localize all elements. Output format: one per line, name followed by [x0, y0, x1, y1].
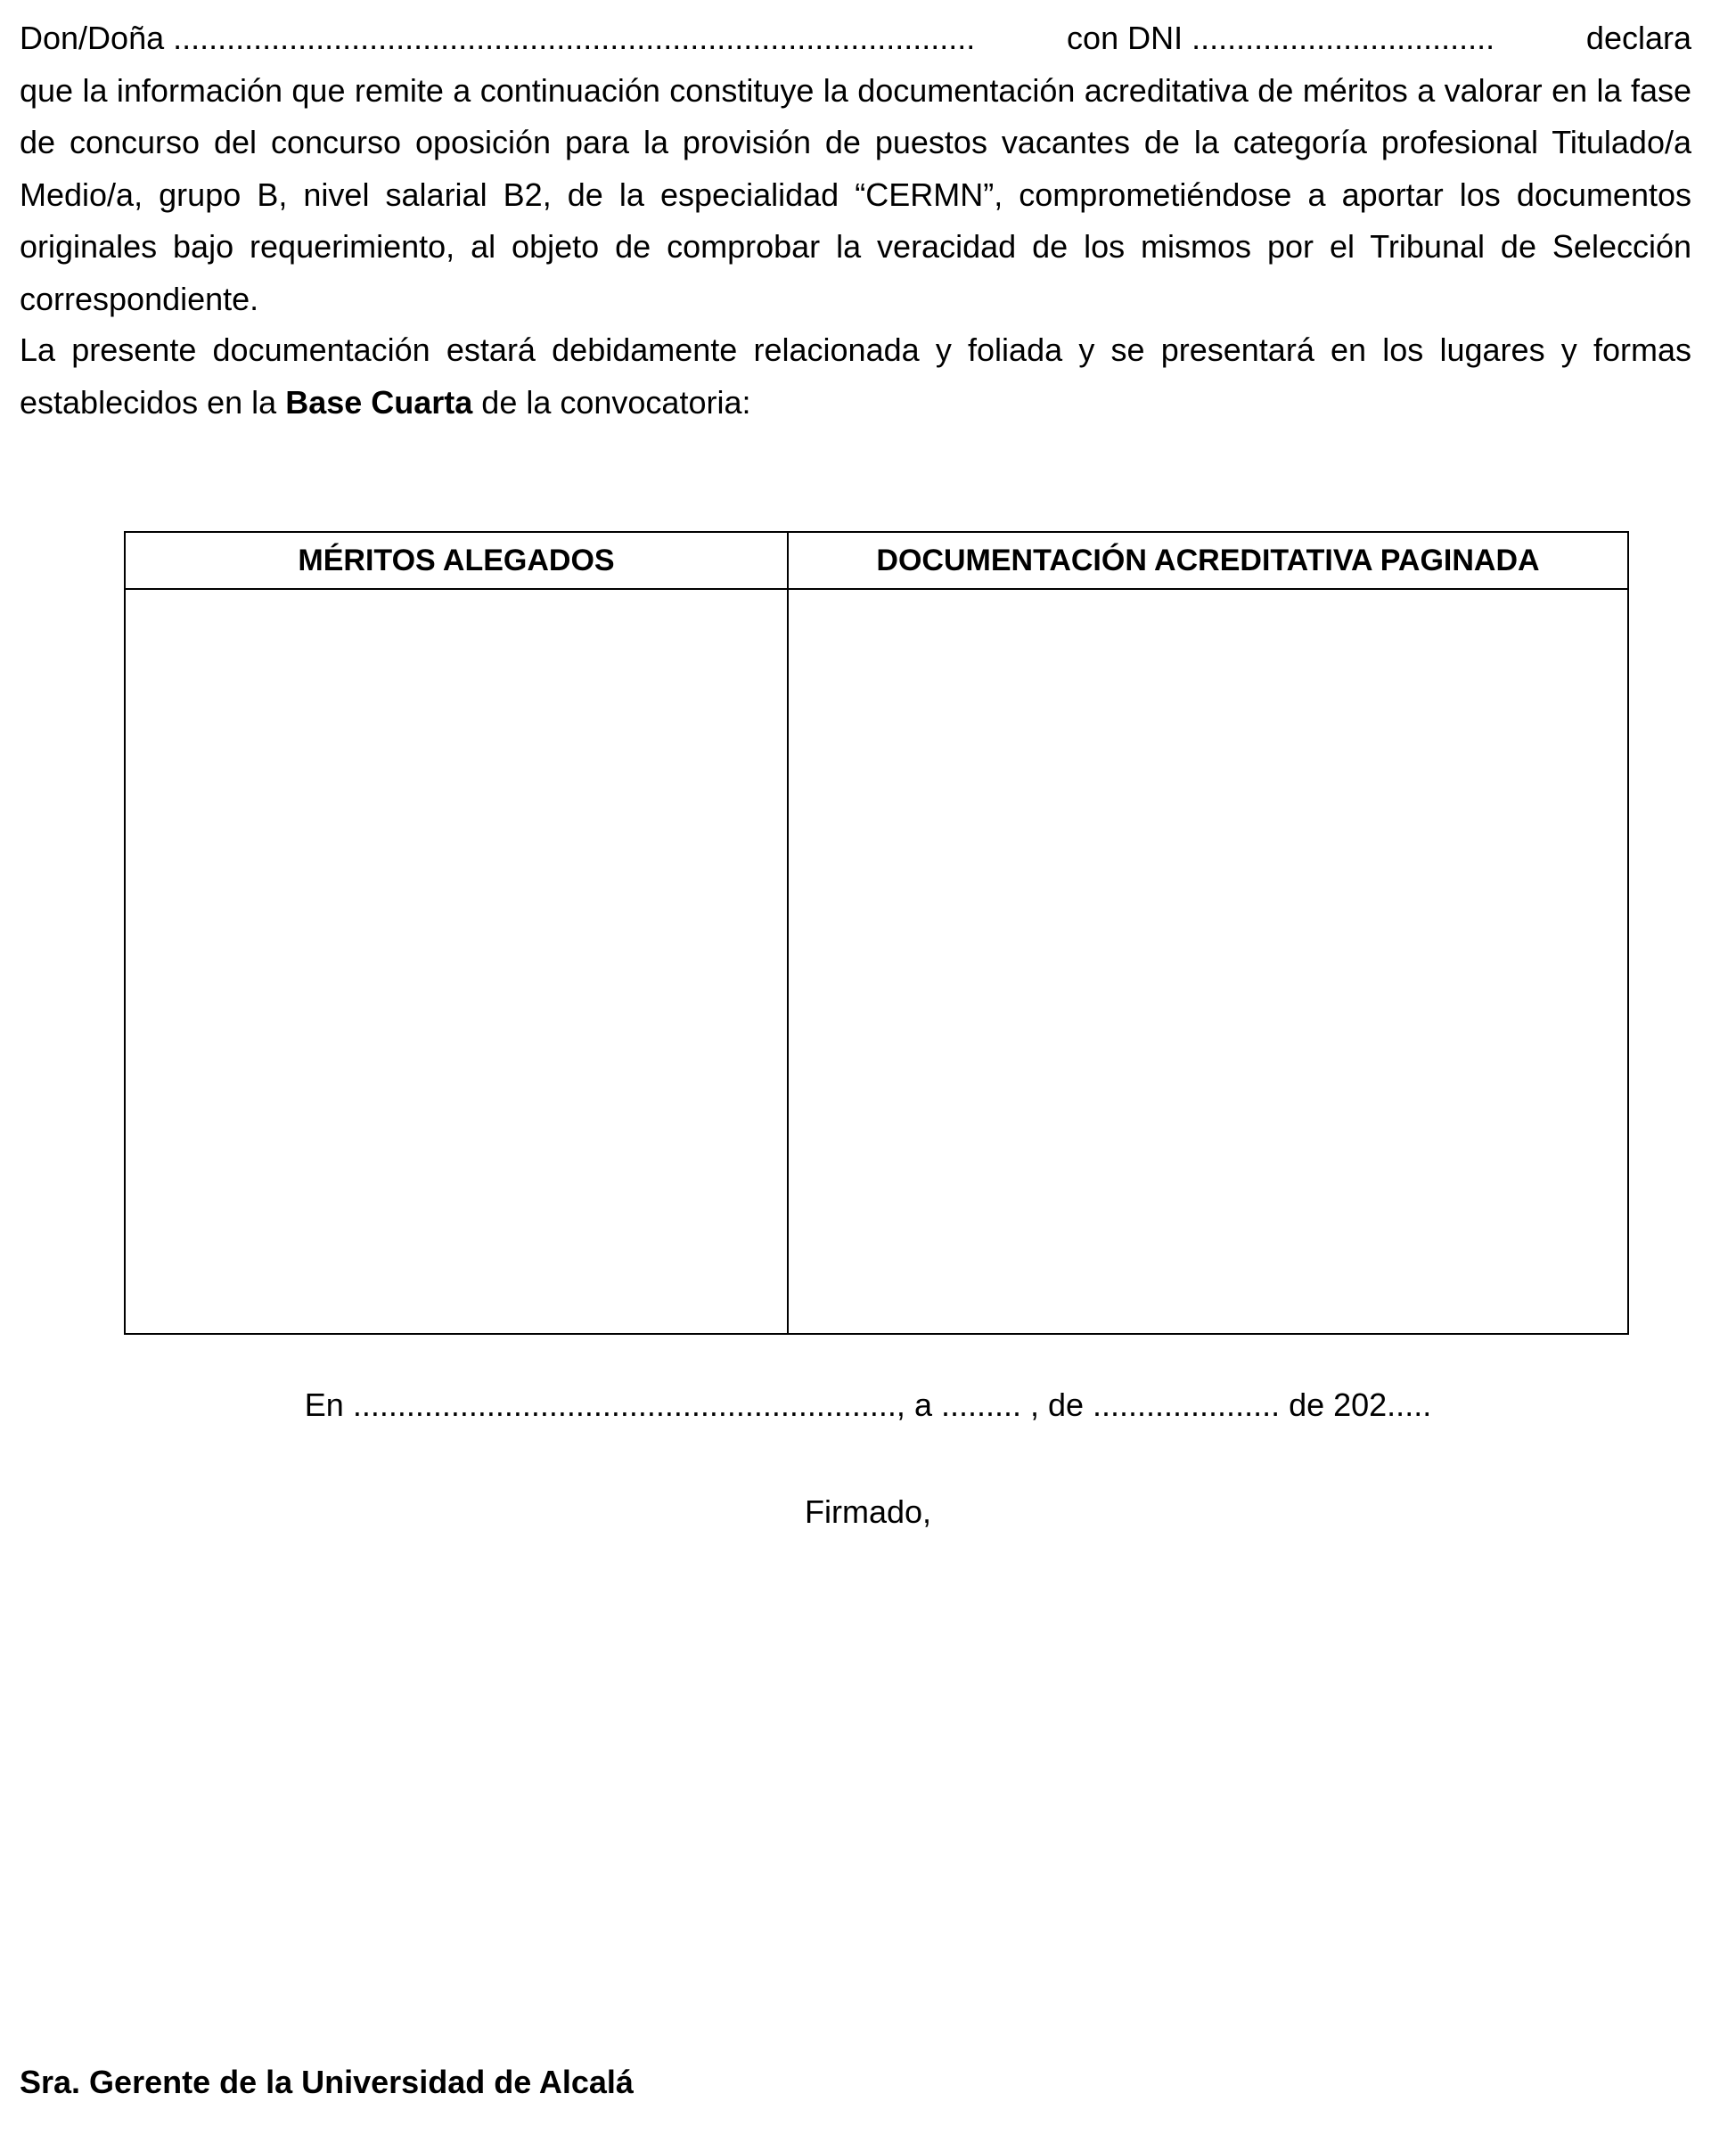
place-date-line: En ............................................................., a ......... , de ..................... de 202.....	[304, 1386, 1432, 1423]
declara-text: declara	[1585, 20, 1691, 57]
name-fill-line: Don/Doña ..........................................................................................	[20, 20, 976, 57]
meritos-cell[interactable]	[125, 589, 788, 1334]
documentation-text-before: La presente documentación estará debidamente relacionada y foliada y se presentará en los lugares y formas establecidos en la	[20, 331, 1691, 421]
documentation-paragraph	[20, 324, 1691, 429]
table-header-row	[125, 532, 1628, 589]
signature-label: Firmado,	[804, 1493, 932, 1530]
documentation-text-after: de la convocatoria:	[472, 383, 751, 421]
base-cuarta-bold: Base Cuarta	[285, 383, 473, 421]
declaration-first-line	[20, 12, 1691, 65]
documentacion-cell[interactable]	[788, 589, 1628, 1334]
declaration-paragraph: que la información que remite a continuación constituye la documentación acreditativa de méritos a valorar en la fase de concurso del concurso oposición para la provisión de puestos vacantes de la categoría profesional Titulado/a Medio/a, grupo B, nivel salarial B2, de la especialidad “CERMN”, comprometiéndose a aportar los documentos originales bajo requerimiento, al objeto de comprobar la veracidad de los mismos por el Tribunal de Selección correspondiente.	[20, 71, 1691, 317]
addressee: Sra. Gerente de la Universidad de Alcalá	[20, 2064, 634, 2100]
merits-table	[124, 531, 1629, 1335]
table-row	[125, 589, 1628, 1334]
header-meritos-alegados: MÉRITOS ALEGADOS	[125, 532, 788, 589]
dni-fill-line: con DNI ..................................	[1067, 20, 1495, 57]
header-documentacion-paginada: DOCUMENTACIÓN ACREDITATIVA PAGINADA	[788, 532, 1628, 589]
